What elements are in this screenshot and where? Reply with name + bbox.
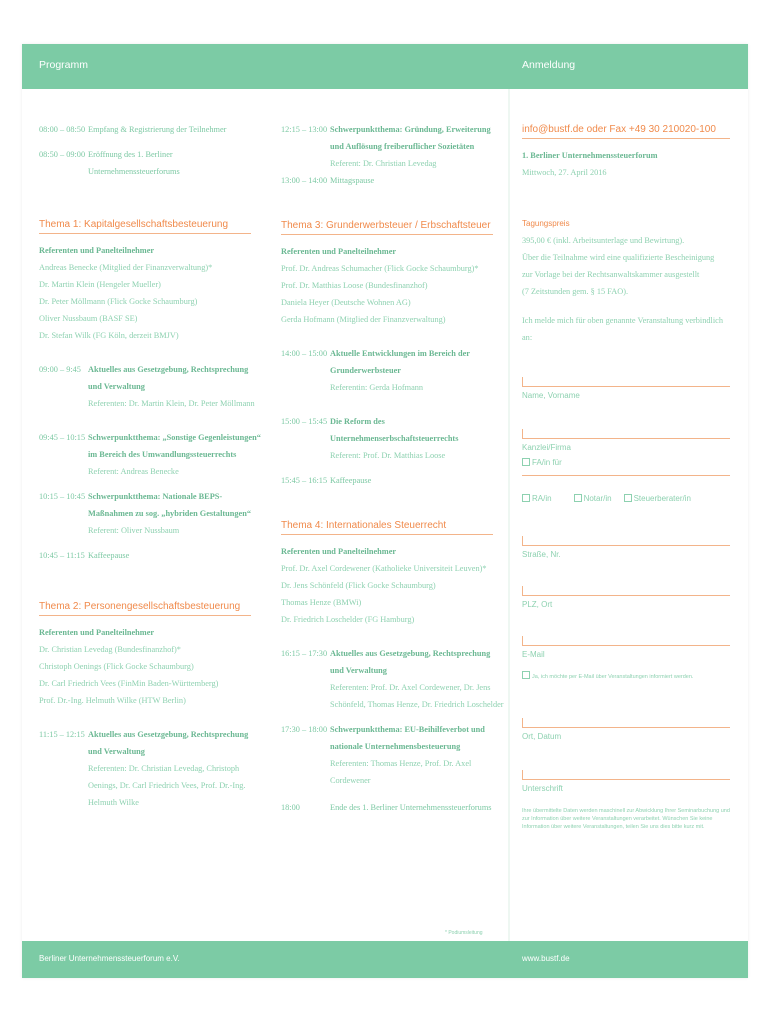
- divider: [39, 233, 251, 234]
- fa-checkbox-row[interactable]: FA/in für: [522, 454, 734, 471]
- footer-organization: Berliner Unternehmenssteuerforum e.V.: [39, 954, 180, 963]
- agenda-row: 15:45 – 16:15 Kaffeepause: [281, 476, 372, 485]
- speaker: Dr. Peter Möllmann (Flick Gocke Schaumburg): [39, 297, 198, 306]
- speaker: Prof. Dr. Axel Cordewener (Katholieke Universiteit Leuven)*: [281, 564, 487, 573]
- email-field[interactable]: E-Mail: [522, 629, 734, 667]
- agenda-row: 13:00 – 14:00 Mittagspause: [281, 176, 375, 185]
- agenda-row: 10:15 – 10:45 Schwerpunktthema: Nationale BEPS-Maßnahmen zu sog. „hybriden Gestaltungen“ Referent: Oliver Nussbaum: [39, 492, 251, 535]
- speaker: Thomas Henze (BMWi): [281, 598, 362, 607]
- speaker: Andreas Benecke (Mitglied der Finanzverwaltung)*: [39, 263, 213, 272]
- checkbox-icon: [624, 494, 632, 502]
- theme-1-title: Thema 1: Kapitalgesellschaftsbesteuerung: [39, 219, 229, 230]
- agenda-row: 18:00 Ende des 1. Berliner Unternehmenssteuerforums: [281, 803, 492, 812]
- speaker: Dr. Friedrich Loschelder (FG Hamburg): [281, 615, 415, 624]
- speaker: Dr. Jens Schönfeld (Flick Gocke Schaumburg): [281, 581, 436, 590]
- role-steuerberater[interactable]: Steuerberater/in: [624, 490, 691, 507]
- speaker: Dr. Stefan Wilk (FG Köln, derzeit BMJV): [39, 331, 179, 340]
- agenda-row: 15:00 – 15:45 Die Reform des Unternehmenserbschaftsteuerrechts Referent: Prof. Dr. Matthias Loose: [281, 417, 459, 460]
- privacy-note: Ihre übermittelte Daten werden maschinell zur Abwicklung Ihrer Seminarbuchung und zur Information über weitere Veranstaltungen verarbeitet. Wünschen Sie keine Information über weitere Veranstaltungen, teilen Sie uns dies bitte kurz mit.: [522, 808, 730, 830]
- divider: [39, 615, 251, 616]
- role-ra[interactable]: RA/in: [522, 490, 552, 507]
- price-line: 395,00 € (inkl. Arbeitsunterlage und Bewirtung).: [522, 236, 685, 245]
- speaker: Dr. Carl Friedrich Vees (FinMin Baden-Württemberg): [39, 679, 219, 688]
- agenda-row: 17:30 – 18:00 Schwerpunktthema: EU-Beihilfeverbot und nationale Unternehmensbesteuerung Referenten: Thomas Henze, Prof. Dr. Axel Cordewener: [281, 725, 485, 785]
- speaker: Gerda Hofmann (Mitglied der Finanzverwaltung): [281, 315, 446, 324]
- header-programm: Programm: [39, 59, 89, 71]
- speakers-heading: Referenten und Panelteilnehmer: [281, 547, 397, 556]
- role-notar[interactable]: Notar/in: [574, 490, 612, 507]
- speaker: Oliver Nussbaum (BASF SE): [39, 314, 138, 323]
- agenda-row: 11:15 – 12:15 Aktuelles aus Gesetzgebung, Rechtsprechung und Verwaltung Referenten: Dr. Christian Levedag, Christoph Oenings, Dr. Carl Friedrich Vees, Prof. Dr.-Ing. Helmuth Wilke: [39, 730, 249, 807]
- agenda-row: 09:00 – 9:45 Aktuelles aus Gesetzgebung, Rechtsprechung und Verwaltung Referenten: Dr. Martin Klein, Dr. Peter Möllmann: [39, 365, 255, 408]
- agenda-row: 16:15 – 17:30 Aktuelles aus Gesetzgebung, Rechtsprechung und Verwaltung Referenten: Prof. Dr. Axel Cordewener, Dr. Jens Schönfeld, Thomas Henze, Dr. Friedrich Loschelder: [281, 649, 504, 709]
- program-column-1: [39, 121, 264, 811]
- divider: [281, 234, 493, 235]
- signature-field[interactable]: Unterschrift: [522, 763, 734, 801]
- speaker: Christoph Oenings (Flick Gocke Schaumburg): [39, 662, 194, 671]
- panel-divider: [508, 89, 510, 941]
- role-checkbox-row: [522, 490, 734, 507]
- price-line: Über die Teilnahme wird eine qualifizierte Bescheinigung: [522, 253, 715, 262]
- header-anmeldung: Anmeldung: [522, 59, 576, 71]
- speaker: Prof. Dr.-Ing. Helmuth Wilke (HTW Berlin): [39, 696, 186, 705]
- zip-field[interactable]: PLZ, Ort: [522, 579, 734, 617]
- commitment-text: Ich melde mich für oben genannte Veranstaltung verbindlich an:: [522, 316, 723, 342]
- name-field[interactable]: Name, Vorname: [522, 370, 734, 408]
- footer-website-link[interactable]: www.bustf.de: [522, 954, 570, 963]
- speaker: Prof. Dr. Matthias Loose (Bundesfinanzhof): [281, 281, 428, 290]
- agenda-row: 09:45 – 10:15 Schwerpunktthema: „Sonstige Gegenleistungen“ im Bereich des Umwandlungssteuerrechts Referent: Andreas Benecke: [39, 433, 261, 476]
- header-band: [22, 44, 748, 89]
- agenda-row: 14:00 – 15:00 Aktuelle Entwicklungen im Bereich der Grunderwerbsteuer Referentin: Gerda Hofmann: [281, 349, 470, 392]
- theme-2-title: Thema 2: Personengesellschaftsbesteuerung: [39, 601, 241, 612]
- agenda-row: 08:50 – 09:00 Eröffnung des 1. Berliner Unternehmenssteuerforums: [39, 150, 180, 176]
- price-line: zur Vorlage bei der Rechtsanwaltskammer ausgestellt: [522, 270, 700, 279]
- place-date-field[interactable]: Ort, Datum: [522, 711, 734, 749]
- checkbox-icon: [574, 494, 582, 502]
- agenda-row: 10:45 – 11:15 Kaffeepause: [39, 551, 130, 560]
- registration-column: [522, 121, 734, 831]
- flyer-page: [22, 44, 748, 978]
- agenda-row: 12:15 – 13:00 Schwerpunktthema: Gründung, Erweiterung und Auflösung freiberuflicher Sozietäten Referent: Dr. Christian Levedag: [281, 125, 491, 168]
- speaker: Dr. Martin Klein (Hengeler Mueller): [39, 280, 161, 289]
- footer-band: [22, 941, 748, 978]
- checkbox-icon: [522, 494, 530, 502]
- event-name: 1. Berliner Unternehmenssteuerforum: [522, 151, 658, 160]
- footnote: * Podiumsleitung: [445, 930, 483, 936]
- event-date: Mittwoch, 27. April 2016: [522, 168, 607, 177]
- divider: [522, 138, 730, 139]
- firm-field[interactable]: Kanzlei/Firma: [522, 422, 734, 460]
- speaker: Dr. Christian Levedag (Bundesfinanzhof)*: [39, 645, 181, 654]
- speaker: Daniela Heyer (Deutsche Wohnen AG): [281, 298, 411, 307]
- street-field[interactable]: Straße, Nr.: [522, 529, 734, 567]
- speaker: Prof. Dr. Andreas Schumacher (Flick Gocke Schaumburg)*: [281, 264, 479, 273]
- speakers-heading: Referenten und Panelteilnehmer: [281, 247, 397, 256]
- price-heading: Tagungspreis: [522, 219, 570, 228]
- newsletter-checkbox-row[interactable]: Ja, ich möchte per E-Mail über Veranstaltungen informiert werden.: [522, 671, 734, 681]
- theme-4-title: Thema 4: Internationales Steuerrecht: [281, 520, 447, 531]
- checkbox-icon: [522, 671, 530, 679]
- price-line: (7 Zeitstunden gem. § 15 FAO).: [522, 287, 629, 296]
- program-column-2: [281, 121, 506, 816]
- agenda-row: 08:00 – 08:50 Empfang & Registrierung der Teilnehmer: [39, 125, 227, 134]
- divider: [281, 534, 493, 535]
- speakers-heading: Referenten und Panelteilnehmer: [39, 246, 155, 255]
- contact-line: info@bustf.de oder Fax +49 30 210020-100: [522, 124, 716, 135]
- speakers-heading: Referenten und Panelteilnehmer: [39, 628, 155, 637]
- theme-3-title: Thema 3: Grunderwerbsteuer / Erbschaftsteuer: [281, 220, 491, 231]
